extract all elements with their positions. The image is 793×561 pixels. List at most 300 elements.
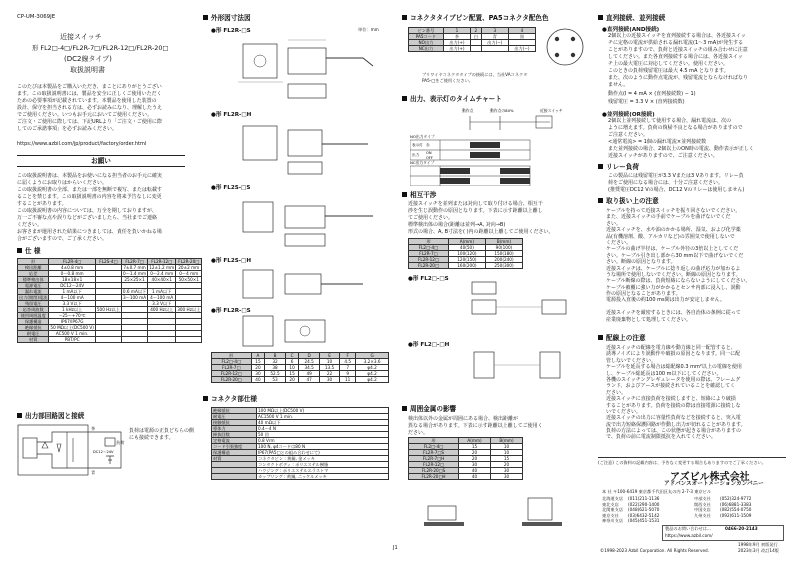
table-cell: 30	[491, 474, 523, 480]
table-cell: 300 Hz以上	[177, 307, 201, 312]
pin-note-2: PA5-□をご使用ください。	[422, 78, 473, 83]
table-cell: 250(300)	[485, 263, 522, 269]
table-row	[409, 263, 523, 269]
timing-label-on: ON	[426, 151, 432, 155]
table-cell: 500 Hz以上	[96, 307, 120, 312]
table-cell: 400 Hz以上	[148, 307, 176, 313]
table-cell: コード引張強度	[212, 444, 257, 450]
table-cell	[121, 337, 147, 343]
circuit-label-brown: 茶	[91, 426, 96, 431]
table-header-cell: A(mm)	[448, 239, 485, 245]
table-cell: NC出力	[409, 46, 444, 52]
table-cell: 30	[319, 377, 339, 383]
timing-label-led: 表示灯	[412, 143, 423, 147]
table-cell: 3〜100 mA	[123, 295, 147, 300]
copyright: ©1998-2023 Azbil Corporation. All Rights Reserved.	[600, 548, 710, 553]
table-header-cell: 形	[212, 353, 252, 359]
timing-chart	[410, 106, 590, 186]
series-and-label: ● 直列接続(AND接続)	[602, 25, 659, 33]
table-cell: 32	[265, 359, 285, 365]
dims-fig2-label: ● 形 FL2R-□H	[211, 110, 251, 118]
table-cell: 20	[491, 462, 523, 468]
table-cell: 0.8 Vrm	[257, 438, 389, 444]
branch-row	[602, 518, 786, 524]
list-item: し、ケーブル総延長は100 m以下にしてください。	[606, 370, 722, 377]
pin-heading: コネクタタイプピン配置、PA5コネクタ配色色	[402, 14, 549, 22]
table-cell: 0〜1.4 mm	[123, 271, 147, 276]
table-cell: 保護構造	[212, 450, 257, 456]
dims-table	[211, 352, 389, 383]
timing-heading: 出力、表示灯のタイムチャート	[402, 95, 502, 103]
list-item: うな場所で使用しないでください。断線の原因となります。	[606, 271, 741, 278]
date-first: 1998年9月 初版発行	[738, 542, 778, 547]
company-hq: 本 社 〒100-6419 東京都千代田区丸の内 2-7-3 東京ビル	[602, 489, 712, 494]
series-heading: 直列接続、並列接続	[598, 14, 665, 22]
table-cell: 検出距離	[18, 265, 49, 271]
mutual-figH-drawing	[462, 334, 582, 394]
table-cell: 13.5	[319, 365, 339, 371]
table-header-cell: ピン番号	[409, 28, 444, 34]
table-cell: 30	[251, 371, 265, 377]
branch-tel: (03)6432-5142	[628, 512, 660, 518]
timing-label-out: 出力	[412, 153, 420, 157]
wiring-list	[606, 345, 786, 441]
branch-tel: (052)324-9772	[720, 496, 752, 501]
table-cell: AC500 V 1 min.	[49, 331, 95, 337]
table-cell: 40	[459, 468, 491, 474]
table-cell: 茶	[443, 34, 470, 40]
circuit-caption-2: にも接続できます。	[129, 435, 174, 441]
branch-name: 関西支社	[694, 501, 711, 507]
branch-tel: (022)290-1400	[628, 501, 660, 507]
table-cell: 白	[470, 34, 481, 40]
table-cell: 材質	[18, 337, 49, 343]
table-cell: 0.4〜4 N	[257, 426, 389, 432]
table-cell: 18×18×1	[49, 277, 95, 283]
contact-box: 製品のお問い合わせは... 0466-20-2143 https://www.azbil.com/	[662, 525, 784, 541]
branch-tel: (048)621-5070	[628, 507, 660, 513]
table-cell: 40×40×1	[148, 277, 176, 283]
table-cell: 90(100)	[485, 245, 522, 251]
table-cell: 20±2 mm	[176, 265, 202, 271]
series-or-label: ● 並列接続(OR接続)	[602, 110, 655, 118]
table-header-cell: FL2R-12□	[148, 259, 176, 265]
notice-title: お願い	[91, 157, 111, 165]
table-cell: 標準検出体	[18, 277, 49, 283]
dims-fig4-label: ● 形 FL2S-□H	[211, 256, 251, 264]
table-cell: 0〜0.8 mm	[49, 271, 95, 277]
table-cell: 40(50)	[448, 245, 485, 251]
list-item: 近接スイッチの出力に容量性負荷などを接続すると、突入電	[606, 415, 741, 422]
table-cell: 12±1.2 mm	[149, 265, 175, 270]
table-cell: 100 N, φ4コードは80 N	[257, 444, 389, 450]
table-cell: 50 MΩ以上(DC500 V)	[50, 325, 94, 330]
table-cell: 耐電圧	[18, 331, 49, 337]
table-cell: DC12〜24V	[49, 283, 95, 289]
table-row	[409, 474, 523, 480]
table-cell: 50×50×1	[176, 277, 202, 283]
table-cell: 100(120)	[448, 251, 485, 257]
list-item: 電源投入直後の約100 ms間は出力が安定しません。	[606, 297, 725, 304]
title-line-3: (DC2線タイプ)	[64, 55, 112, 63]
circuit-diagram	[17, 424, 127, 476]
table-cell: 15	[459, 444, 491, 450]
table-header-cell: B(mm)	[491, 438, 523, 444]
list-item: いでください。	[606, 408, 642, 415]
pin-connector-drawing	[544, 26, 586, 68]
order-url-link[interactable]: https://www.azbil.com/jp/product/factory/order.html	[17, 141, 147, 147]
table-cell: φ4.2	[356, 377, 389, 383]
mutual-figH-label: ● 形 FL2□-□H	[408, 340, 449, 348]
table-header-cell: 形	[409, 438, 459, 444]
doc-code: CP-UM-3069JE	[17, 14, 56, 20]
table-cell: 耐電圧	[212, 414, 257, 420]
list-item: することがあります。負荷を接続の際は直接電源に接続しな	[606, 402, 741, 409]
circuit-label-blue: 青	[91, 470, 96, 475]
table-row	[409, 251, 523, 257]
list-item: 流で出力短絡保護回路が作動し出力が切れることがあります。	[606, 421, 746, 428]
relay-heading: リレー負荷	[598, 163, 639, 171]
table-cell: 3.3 V以下	[148, 301, 176, 307]
list-item: ケーブル断線の際は、負荷短絡にならないようにしてください。	[606, 278, 751, 285]
table-cell: 出力(−)	[508, 46, 535, 52]
page-number: J1	[393, 545, 398, 551]
table-cell: 1 kHz以上	[49, 307, 95, 313]
table-cell: 47	[299, 377, 319, 383]
mutual-heading: 相互干渉	[402, 191, 436, 199]
list-item: ランド、およびアースが接続されていることを確認してく	[606, 383, 736, 390]
circuit-caption-1: 負荷は電源の正負どちらの側	[129, 428, 195, 434]
table-cell: 10	[285, 365, 299, 371]
table-cell: 20	[459, 456, 491, 462]
branch-tel: (082)554-0750	[720, 507, 752, 513]
column-4: 直列接続、並列接続 ● 直列接続(AND接続) 2個以上の近接スイッチを直列接続する場合は、各近接スイッ チに定格の電流が供給される漏れ電流(1〜3 mA)が発生する ことがありますので、負荷と近接スイッチの組み合わせに注意 してください。また各直列接続する場合には、各近接スイッ チ上の最大電圧に対応してください。使用ください。 このときの負荷残留電圧は最大 4.5 mA となります。 また、次のように動作点電流が、残留電流とならなければなり ません。 動作点(I = 4 mA × (直列接続数) − 1) 残留電圧 = 3.3 V × (直列接続数) ● 並列接続(OR接続) 2個以上並列接続して使用する場合、漏れ電流は、次の ように増えます。負荷の復帰不良となる場合がありますので ご注意ください。 <通常電流> = 1個の漏れ電流×並列接続数 また並列接続の場合、2個以上のON時の電流、動作表示が正しく 近接スイッチがありますので、ご注意ください。 リレー負荷 この製品には残留電圧が3.3 Vまたは3 Vあります。リレー負 荷をご使用になる場合には、十分ご注意ください。 (推奨電圧DC12 Vの場合、DC12 Vのリレーは使用しません) 取り扱い上の注意 ケーブルを持って近接スイッチを振り回さないでください。 また、近接スイッチの手前でケーブルを曲げないでくだ さい。 近接スイッチを、水や油のかかる場所、湿気、および化学薬 品(有機溶剤、酸、アルカリなど)の雰囲気で使用しないで ください。 ケーブルの曲げ半径は、ケーブル外径の3倍以上としてくだ さい。ケーブル引き出し部から30 mm以下で曲げないでくだ さい。断線の原因となります。 近接スイッチは、ケーブルに捻り返しの曲げ応力が加わるよ うな場所で使用しないでください。断線の原因となります。 ケーブル断線の際は、負荷短絡にならないようにしてください。 ケーブル被覆に強い力がかかるとセンサ内部に浸入し、誤動 作の原因となることがあります。 電源投入直後の約100 ms間は出力が安定しません。 近接スイッチを厳密するときには、各自治体の条例に従って 産業廃棄物として処理してください。 配線上の注意 近接スイッチの配線を電力線や動力線と同一配管すると、 誘導ノイズにより誤動作や破損の原因となります。同一に配 管しないでください。 ケーブルを延長する場合は総配線0.3 mm²以上の電線を使用 し、ケーブル総延長は100 m以下にしてください。 各機のスイッチングレギュレータを使用の際は、フレームグ ランド、およびアースが接続されていることを確認してく ださい。 近接スイッチに直接負荷を接続しますと、短絡により破損 することがあります。負荷を接続の際は直接電源に接続しな いでください。 近接スイッチの出力に容量性負荷などを接続すると、突入電 流で出力短絡保護回路が作動し出力が切れることがあります。 負荷の方法によっては、この状態が起きる場合がありますの で、負荷の前に電流制限抵抗を入れてください。 (ご注意) この資料の記載内容は、予告なく変更する場合もありますのでご了承ください。 アズビル株式会社 アドバンスオートメーションカンパニー 本 社 〒100-6419 東京都千代田区丸の内 2-7-3 東京ビル 北海道支店 (011)211-1136 中部支社 (052)324-9772 東北支店 (022)290-1400 関西支社 (06)6881-3383 北関東支店 (048)621-5070 中国支店 (082)554-0750 東京支社 (03)6432-5142 九州支社 (092)611-1509 神奈川支店 (045)451-1531 製品のお問い合わせは... 0466-20-2143 https://www.azbil.com/ 1998年9月 初版発行 2023年3月 改訂14版 ©1998-2023 Azbil Corporation. All Rights Reserved.	[598, 0, 788, 561]
table-cell: 50 回	[257, 432, 389, 438]
list-item: 近接スイッチに直接負荷を接続しますと、短絡により破損	[606, 396, 736, 403]
table-cell: ハウジング : ポリエステルエラストマ	[257, 468, 389, 474]
table-cell: 絶縁抵抗	[212, 408, 257, 414]
table-cell: 25×25×1	[121, 277, 147, 283]
column-1: CP-UM-3069JE 近接スイッチ 形 FL2□-4□/FL2R-7□/FL2R-12□/FL2R-20□ (DC2線タイプ) 取扱説明書 このたびは本製品をご購入いただき、まことにありがとうござい ます。この取扱説明書には、製品を安全に正しくご使用いただく ための必要事項が記載されています。本製品を使用した装置の 設計、保守を担当される方は、必ずお読みになり、理解したうえ でご使用ください。いつもお手元においてご使用ください。 ご注文・ご使用に際しては、下記URLより「ご注文・ご使用に際 してのご承諾事項」を必ずお読みください。 https://www.azbil.com/jp/product/factory/order.html お願い この取扱説明書は、本製品をお使いになる担当者のお手元に確実 に届くようにお取りはからいください。 この取扱説明書の全部、または一部を無断で複写、または転載す ることを禁じます。この取扱説明書の内容を将来予告なしに変更 することがあります。 この取扱説明書の内容については、万全を期しておりますが、 万一ご不審な点や誤りなどがございましたら、当社までご連絡 ください。 お客さまが運用された結果につきましては、責任を負いかねる場 合がございますので、ご了承ください。 仕 様 形 FL2R-4□ FL2S-4□ FL2R-7□ FL2R-12□ FL2R-20□ 検出距離 4±0.8 mm 7±0.7 mm 12±1.2 mm 20±2 mm 応差 0〜0.8 mm 0〜1.4 mm 0〜2.4 mm 0〜4 mm 標準検出体 18×18×1 25×25×1 40×40×1 50×50×1 電源電圧 DC12〜24V 漏れ電流 1 mA以下 0.6 mA以下 1 mA以下 出力(開閉)電流 4〜100 mA 3〜100 mA 4〜100 mA 残留電圧 3.3 V以下 3.3 V以下 応答周波数 1 kHz以上 500 Hz以上 400 Hz以上 300 Hz以上 使用周囲温度 −25〜+70℃ 保護構造 IP67/IP67G 絶縁抵抗 50 MΩ以上(DC500 V) 耐電圧 AC500 V 1 min. 材質 PBT/PC 出力部回路図と接続 茶 青 負荷 DC12〜24V 負荷は電源の正負どちらの側 にも接続できます。	[17, 14, 201, 475]
table-cell: 0〜4 mm	[176, 271, 202, 277]
table-cell: 10	[319, 359, 339, 365]
table-cell: 導体力	[212, 426, 257, 432]
table-cell: 10	[491, 450, 523, 456]
table-header-cell: 3	[481, 28, 508, 34]
table-cell: 24.5	[299, 359, 319, 365]
table-cell: NO出力	[409, 40, 444, 46]
circuit-heading: 出力部回路図と接続	[17, 412, 84, 420]
table-cell: コネクタピン : 黄銅, 金メッキ	[257, 456, 389, 462]
list-item: 負荷の方法によっては、この状態が起きる場合がありますの	[606, 428, 742, 435]
branch-list	[602, 496, 786, 524]
branch-tel: (045)451-1531	[628, 518, 660, 524]
table-cell: 34.5	[299, 365, 319, 371]
table-cell: 49	[299, 371, 319, 377]
branch-name: 北関東支店	[602, 507, 623, 513]
column-2	[203, 0, 398, 561]
dims-fig3-label: ● 形 FL2S-□S	[211, 183, 250, 191]
list-item: さい。断線の原因となります。	[606, 259, 676, 266]
table-cell: FL2R-12□	[212, 371, 252, 377]
table-cell: 7±0.7 mm	[123, 265, 146, 270]
connector-table	[211, 407, 389, 480]
table-row	[18, 337, 202, 343]
table-cell: FL2R-20□	[212, 377, 252, 383]
table-cell: 青	[481, 34, 508, 40]
list-item: 品(有機溶剤、酸、アルカリなど)の雰囲気で使用しないで	[606, 233, 735, 240]
table-header-cell: 形	[18, 259, 49, 265]
table-cell: FL2R-20□	[409, 263, 449, 269]
table-cell: 120(150)	[448, 257, 485, 263]
timing-label-sw: 近接スイッチ	[540, 108, 563, 113]
notice-banner	[17, 155, 185, 167]
table-cell: 11	[340, 377, 356, 383]
table-cell: 20	[285, 377, 299, 383]
table-cell: 4±0.8 mm	[49, 265, 95, 271]
dims-fig5-drawing	[233, 314, 393, 350]
timing-label-op80: 動作点の80%	[490, 108, 514, 113]
table-cell: 漏れ電流	[18, 289, 49, 295]
list-item: ケーブル被覆に強い力がかかるとセンサ内部に浸入し、誤動	[606, 284, 741, 291]
branch-name: 中部支社	[694, 496, 711, 501]
pin-note-1: プリワイヤコネクタタイプの接続には、当社VAコネクタ	[422, 72, 528, 77]
table-header-cell: 4	[508, 28, 535, 34]
list-item: 産業廃棄物として処理してください。	[606, 316, 692, 323]
table-cell: 100 MΩ以上(DC500 V)	[257, 408, 389, 414]
table-cell	[95, 337, 121, 343]
table-header-cell: F	[340, 353, 356, 359]
timing-label-nc: NC出力タイプ	[410, 160, 435, 165]
branch-name: 神奈川支店	[602, 518, 623, 524]
table-cell: 15	[251, 359, 265, 365]
branch-name: 東北支店	[602, 501, 619, 507]
table-cell: PBT/PC	[49, 337, 95, 343]
dims-unit: 単位：mm	[358, 27, 379, 32]
contact-tel[interactable]: 0466-20-2143	[725, 526, 758, 531]
branch-name: 北海道支店	[602, 496, 623, 501]
table-header-row	[409, 239, 523, 245]
table-cell: FL2R-7□H	[409, 456, 459, 462]
branch-tel: (011)211-1136	[628, 496, 660, 501]
table-header-cell: B(mm)	[485, 239, 522, 245]
table-cell: 1 mA以下	[49, 289, 95, 295]
table-cell: IP67/IP67G	[49, 319, 95, 325]
table-cell: 4.5	[340, 359, 356, 365]
company-division: アドバンスオートメーションカンパニー	[664, 481, 764, 487]
table-header-cell: A	[251, 353, 265, 359]
list-item: また、近接スイッチの手前でケーブルを曲げないでくだ	[606, 214, 731, 221]
table-cell	[481, 46, 508, 52]
title-line-2: 形 FL2□-4□/FL2R-7□/FL2R-12□/FL2R-20□	[32, 44, 169, 52]
timing-label-op: 動作点	[462, 108, 474, 113]
table-cell: FL2R-7□S	[409, 450, 459, 456]
dims-fig5-label: ● 形 FL2R-□S	[211, 306, 251, 314]
table-row	[409, 257, 523, 263]
table-cell	[470, 46, 481, 52]
company-note: (ご注意) この資料の記載内容は、予告なく変更する場合もありますのでご了承ください。	[598, 460, 766, 465]
table-cell: 7	[340, 365, 356, 371]
list-item: ださい。	[606, 389, 627, 396]
table-header-cell: 1	[443, 28, 470, 34]
list-item: 近接スイッチの配線を電力線や動力線と同一配管すると、	[606, 345, 736, 351]
dims-fig1-label: ● 形 FL2R-□S	[211, 26, 251, 34]
table-cell: IP67(PA5□との組み合わせにて)	[257, 450, 389, 456]
metal-heading: 周囲金属の影響	[402, 405, 456, 413]
list-item: 誘導ノイズにより誤動作や破損の原因となります。同一に配	[606, 351, 741, 358]
table-cell: FL2□-4□	[409, 444, 459, 450]
table-header-cell: G	[356, 353, 389, 359]
column-3: コネクタタイプピン配置、PA5コネクタ配色色 ピン番号 1 2 3 4 PA5コード 茶 白 青 黒 NO出力 出力(+) 出力(−) NC出力 出力(+) 出力(−) プリワイヤコネクタタイプの接続には、当社VAコネクタ PA5-□をご使用ください。 出力、表示灯のタイムチャート 動作点 動作点の80% 近接スイッチ NO出力タイプ NC出力タイプ 表示灯 出力 赤 ON OFF 相互干渉 近接スイッチを並列または対向して取り付ける場合、相互干 渉を生じ誤動作の原因となります。下表に示す距離以上離し てご使用ください。 標準検出体の場合(距離は並列→A, 対向→B) 形式の場合、A, B寸法を( )内の距離以上離してご使用ください。 形 A(mm) B(mm) FL2□-4□ 40(50) 90(100) FL2R-7□ 100(120) 150(180) FL2R-12□ 120(150) 200(240) FL2R-20□ 160(200) 250(300) ● 形 FL2□-□S ● 形 FL2□-□H 周囲金属の影響 検出体以外の金属が周囲にある場合、検出距離が 異なる場合があります。下表に示す距離以上離してご使用く ださい。 形 A(mm) B(mm) FL2□-4□ 15 10 FL2R-7□S 20 10 FL2R-7□H 20 15 FL2R-12□ 30 20 FL2R-20□S 40 30 FL2R-20□H 40 30	[402, 0, 595, 561]
table-cell: PA5コード	[409, 34, 444, 40]
table-cell: 4〜100 mA	[49, 295, 95, 301]
table-cell: 30	[459, 462, 491, 468]
timing-label-off: OFF	[426, 156, 433, 160]
table-cell: FL2R-20□H	[409, 474, 459, 480]
table-cell: FL2R-7□	[212, 365, 252, 371]
table-cell	[148, 337, 176, 343]
table-cell: FL2R-7□	[409, 251, 449, 257]
branch-tel: (06)6881-3383	[720, 501, 752, 507]
spec-heading: 仕 様	[17, 247, 40, 255]
table-cell: 出力(−)	[481, 40, 508, 46]
table-cell: 10	[491, 444, 523, 450]
list-item: で、負荷の前に電流制限抵抗を入れてください。	[606, 434, 716, 441]
table-header-cell: FL2R-7□	[121, 259, 147, 265]
list-item: 管しないでください。	[606, 357, 657, 364]
spec-table	[17, 258, 202, 343]
list-item: ケーブルの曲げ半径は、ケーブル外径の3倍以上としてくだ	[606, 246, 739, 253]
contact-url[interactable]: https://www.azbil.com/	[665, 533, 713, 538]
table-cell: 黒	[508, 34, 535, 40]
table-cell: FL2□-4□	[212, 359, 252, 365]
timing-label-no: NO出力タイプ	[410, 134, 435, 139]
install-list	[606, 208, 786, 323]
company-name: アズビル株式会社	[670, 472, 750, 483]
table-row	[409, 46, 536, 52]
table-cell: 30	[491, 468, 523, 474]
table-cell: 3.2×3.6	[356, 359, 389, 365]
table-header-cell: C	[285, 353, 299, 359]
table-cell: 出力(+)	[443, 40, 470, 46]
table-header-cell: FL2R-20□	[176, 259, 202, 265]
title-line-1: 近接スイッチ	[60, 33, 102, 41]
table-cell	[212, 474, 257, 480]
table-cell: FL2R-12□	[409, 257, 449, 263]
table-cell: 挿抜回数	[212, 432, 257, 438]
table-header-cell: 2	[470, 28, 481, 34]
timing-label-red: 赤	[426, 143, 430, 147]
table-cell: 15	[491, 456, 523, 462]
list-item: 近接スイッチを厳密するときには、各自治体の条例に従って	[606, 310, 741, 317]
table-cell: 200(240)	[485, 257, 522, 263]
list-item: 近接スイッチは、ケーブルに捻り返しの曲げ応力が加わるよ	[606, 265, 741, 272]
table-cell	[176, 337, 202, 343]
install-heading: 取り扱い上の注意	[598, 197, 659, 205]
table-cell: FL2R-12□	[409, 462, 459, 468]
table-cell: 絶縁抵抗	[18, 325, 49, 331]
table-cell: φ4.2	[356, 371, 389, 377]
table-row	[409, 245, 523, 251]
list-item: 各機のスイッチングレギュレータを使用の際は、フレームグ	[606, 376, 741, 383]
table-cell: 20	[251, 365, 265, 371]
dims-fig4-drawing	[233, 266, 393, 304]
table-cell: 材質	[212, 456, 257, 462]
table-cell: カップリング : 黄銅, ニッケルメッキ	[257, 474, 389, 480]
metal-table	[408, 437, 523, 480]
dims-fig1-drawing	[233, 36, 393, 108]
table-cell: 出力(開閉)電流	[19, 295, 48, 300]
table-cell: 53	[265, 377, 285, 383]
table-cell: 52.5	[265, 371, 285, 377]
dims-fig2-drawing	[233, 120, 393, 180]
circuit-label-load: 負荷	[116, 440, 125, 445]
table-cell: φ4.2	[356, 365, 389, 371]
connector-heading: コネクタ部仕様	[203, 395, 257, 403]
list-item: 近接スイッチを、水や油のかかる場所、湿気、および化学薬	[606, 227, 741, 234]
table-cell: 保護構造	[18, 319, 49, 325]
table-cell: 6	[285, 359, 299, 365]
table-cell: 使用周囲温度	[18, 313, 49, 319]
table-header-cell: B	[265, 353, 285, 359]
table-cell: 出力(+)	[443, 46, 470, 52]
table-cell: コンタクトボディ : ポリエステル樹脂	[257, 462, 389, 468]
metal-drawing	[418, 488, 588, 538]
table-cell: 4〜100 mA	[148, 295, 176, 301]
list-item: ケーブルを持って近接スイッチを振り回さないでください。	[606, 208, 741, 214]
list-item: ケーブルを延長する場合は総配線0.3 mm²以上の電線を使用	[606, 364, 742, 371]
table-header-cell: E	[319, 353, 339, 359]
table-row	[212, 377, 389, 383]
table-cell: 3.3 V以下	[49, 301, 95, 307]
dims-fig3-drawing	[233, 194, 393, 254]
table-cell: FL2□-4□	[409, 245, 449, 251]
table-cell: 20	[459, 450, 491, 456]
mutual-figS-label: ● 形 FL2□-□S	[408, 274, 449, 282]
list-item: さい。	[606, 220, 622, 227]
table-cell: 応差	[18, 271, 49, 277]
table-header-cell: FL2R-4□	[49, 259, 95, 265]
table-cell: 150(180)	[485, 251, 522, 257]
table-cell: 9	[340, 371, 356, 377]
table-header-cell: FL2S-4□	[95, 259, 121, 265]
table-row	[212, 474, 389, 480]
mutual-table	[408, 238, 523, 269]
table-cell: 0.6 mA以下	[122, 289, 147, 294]
table-cell: 38	[265, 365, 285, 371]
dims-heading: 外形図寸法図	[203, 14, 251, 22]
table-cell: 電源電圧	[18, 283, 49, 289]
table-cell: 40	[459, 474, 491, 480]
table-cell: 22	[319, 371, 339, 377]
branch-tel: (092)611-1509	[720, 512, 752, 518]
table-cell: 1 mA以下	[148, 289, 176, 295]
list-item: さい。ケーブル引き出し部から30 mm以下で曲げないでくだ	[606, 252, 744, 259]
list-item: ください。	[606, 239, 632, 246]
table-cell: 接触抵抗	[212, 420, 257, 426]
table-cell: 160(200)	[448, 263, 485, 269]
table-cell: 40	[251, 377, 265, 383]
circuit-label-supply: DC12〜24V	[93, 450, 114, 454]
branch-name: 中国支店	[694, 507, 711, 513]
title-line-4: 取扱説明書	[70, 66, 105, 74]
table-cell: 40 mΩ以下	[257, 420, 389, 426]
date-rev: 2023年3月 改訂14版	[738, 548, 779, 553]
table-cell: AC1500 V 1 min.	[257, 414, 389, 420]
table-header-cell: 形	[409, 239, 449, 245]
branch-name: 東京支社	[602, 512, 619, 518]
table-cell: 15	[285, 371, 299, 377]
